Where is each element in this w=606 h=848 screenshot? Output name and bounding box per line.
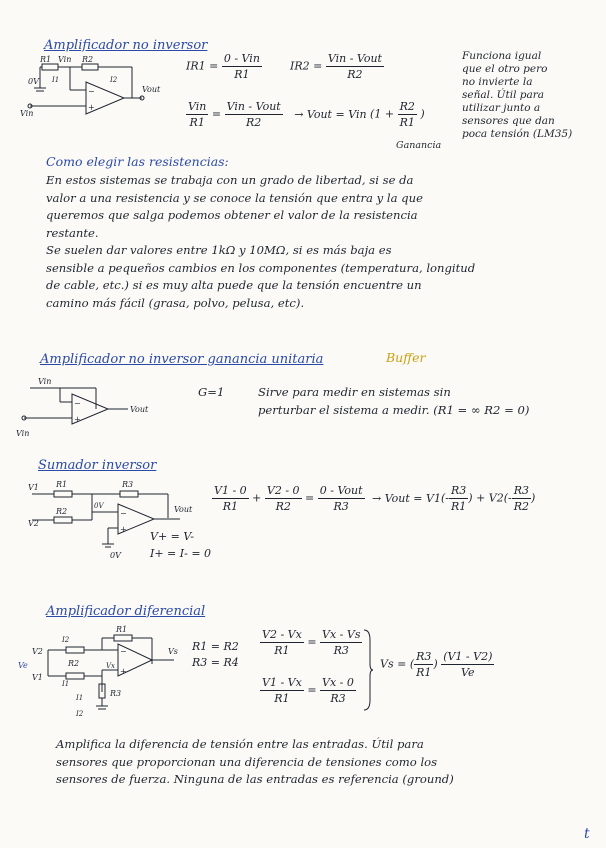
- label-vee-diff: Ve: [18, 661, 28, 670]
- svg-text:+: +: [74, 415, 81, 424]
- equation-vs-result: Vs = ( $\frac{R3}{R1}$ ) $\frac{(V1 - V2)}{Ve}$: [380, 650, 493, 679]
- equation-diff-a: $\frac{V2 - Vx}{R1}$ = $\frac{Vx - Vs}{R3}$: [262, 628, 361, 657]
- label-0v: 0V: [28, 77, 39, 86]
- label-vin-top-buffer: Vin: [38, 377, 52, 386]
- svg-text:+: +: [88, 103, 95, 112]
- circuit-diferencial: [18, 620, 188, 720]
- svg-text:−: −: [74, 399, 81, 408]
- buffer-text: Sirve para medir en sistemas sin perturbar el sistema a medir. (R1 = ∞ R2 = 0): [258, 385, 530, 417]
- paragraph-resistencias: En estos sistemas se trabaja con un grado de libertad, si se da valor a una resistencia y se conoce la tensión que entra y la que queremos que salga podemos obtener el valor de la resistencia restante. Se suelen dar valores entre 1kΩ y 10MΩ, si es más baja es sensible a pequeños cambios en los componentes (temperatura, longitud de cable, etc.) si es muy alta puede que la tensión encuentre un camino más fácil (grasa, polvo, pelusa, etc).: [46, 173, 476, 310]
- relation-r1-r2: R1 = R2: [192, 640, 239, 653]
- gain-label: Ganancia: [396, 140, 442, 151]
- label-i2b-diff: I2: [76, 710, 84, 718]
- equation-vout-no-inversor: $\frac{\text{Vin}}{R1}$ = $\frac{\text{Vin - Vout}}{R2}$ → Vout = Vin (1 + $\frac{R2}{R1}$ ): [188, 100, 425, 129]
- label-vout-sum: Vout: [174, 505, 193, 514]
- label-0v-ground: 0V: [110, 551, 121, 560]
- label-vout: Vout: [142, 85, 161, 94]
- svg-text:+: +: [120, 667, 127, 676]
- svg-text:−: −: [120, 647, 127, 656]
- buffer-gain: G=1: [198, 385, 225, 399]
- label-vin-buffer: Vin: [16, 429, 30, 438]
- condition-i: I+ = I- = 0: [150, 547, 212, 560]
- corner-mark: t: [584, 826, 590, 842]
- label-i1b-diff: I1: [76, 694, 84, 702]
- label-0v-mid: 0V: [94, 502, 104, 510]
- label-vin: Vin: [20, 109, 34, 118]
- label-v2: V2: [28, 519, 39, 528]
- section-title-buffer: Amplificador no inversor ganancia unitaria: [40, 352, 324, 367]
- label-vout-buffer: Vout: [130, 405, 149, 414]
- buffer-label: Buffer: [386, 350, 426, 365]
- label-vs-diff: Vs: [168, 647, 178, 656]
- label-r1-diff-top: R1: [116, 625, 128, 634]
- label-r2: R2: [82, 55, 94, 64]
- label-r2-sum: R2: [56, 507, 68, 516]
- svg-text:+: +: [120, 525, 127, 534]
- label-vx-diff: Vx: [106, 662, 116, 670]
- paragraph-diferencial: Amplifica la diferencia de tensión entre las entradas. Útil para sensores que proporcionan una diferencia de tensiones como los sensores de fuerza. Ninguna de las entradas es referencia (ground): [56, 737, 454, 786]
- section-title-sumador: Sumador inversor: [38, 458, 157, 473]
- label-v1: V1: [28, 483, 39, 492]
- label-i1-diff: I1: [62, 680, 70, 688]
- side-note: Funciona igual que el otro pero no invierte la señal. Útil para utilizar junto a sensores que dan poca tensión (LM35): [462, 50, 573, 140]
- equation-diff-b: $\frac{V1 - Vx}{R1}$ = $\frac{Vx - 0}{R3}$: [262, 676, 354, 705]
- label-vin-top: Vin: [58, 55, 72, 64]
- relation-r3-r4: R3 = R4: [192, 656, 239, 669]
- equation-ir1: IR1 = $\frac{\text{0 - Vin}}{R1}$: [186, 52, 260, 81]
- equation-sumador: $\frac{V1 - 0}{R1}$ + $\frac{V2 - 0}{R2}$ = $\frac{\text{0 - Vout}}{R3}$ → Vout = V1(- $\frac{R3}{R1}$ ) + V2(- $\frac{R3}{R2}$ ): [214, 484, 536, 513]
- circuit-no-inversor: [20, 54, 170, 134]
- label-r2-diff: R2: [68, 659, 80, 668]
- label-r3-sum: R3: [122, 480, 134, 489]
- svg-text:−: −: [88, 87, 95, 96]
- label-i2-diff: I2: [62, 636, 70, 644]
- label-v2-diff: V2: [32, 647, 43, 656]
- svg-text:−: −: [120, 509, 127, 518]
- equation-ir2: IR2 = $\frac{\text{Vin - Vout}}{R2}$: [290, 52, 382, 81]
- section-title-no-inversor: Amplificador no inversor: [44, 38, 208, 53]
- heading-resistencias: Como elegir las resistencias:: [46, 154, 229, 169]
- brace: [362, 628, 374, 712]
- label-i2: I2: [110, 76, 118, 84]
- label-i1: I1: [52, 76, 60, 84]
- section-title-diferencial: Amplificador diferencial: [46, 604, 206, 619]
- label-r1-sum: R1: [56, 480, 68, 489]
- label-v1-diff: V1: [32, 673, 43, 682]
- circuit-buffer: [16, 372, 166, 442]
- label-r3-diff: R3: [110, 689, 122, 698]
- label-r1: R1: [40, 55, 52, 64]
- condition-v: V+ = V-: [150, 530, 195, 543]
